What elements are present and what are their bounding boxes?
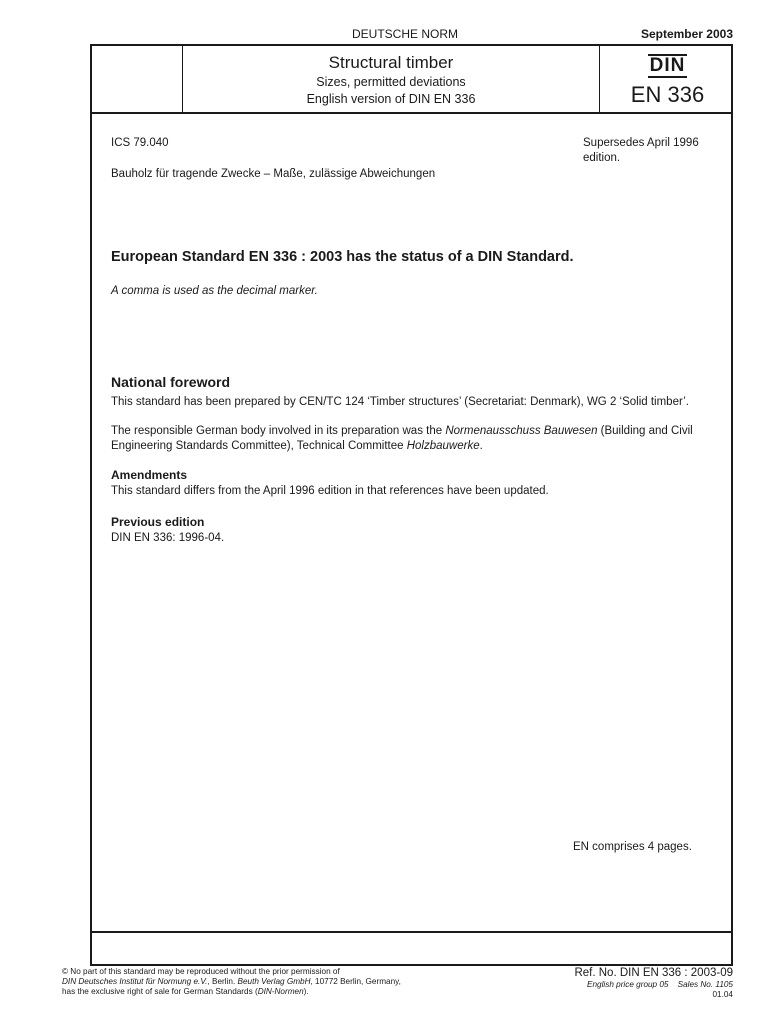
copyright-l3-start: has the exclusive right of sale for German Standards (: [62, 987, 258, 996]
copyright-l2-end: , 10772 Berlin, Germany,: [310, 977, 401, 986]
din-logo: DIN: [649, 55, 686, 76]
document-frame: [90, 44, 733, 966]
ics-code: ICS 79.040: [111, 137, 169, 149]
document-subtitle: Sizes, permitted deviations: [316, 75, 466, 89]
norm-label: DEUTSCHE NORM: [352, 27, 459, 41]
foreword-p2-start: The responsible German body involved in its preparation was the: [111, 425, 446, 437]
header-divider-right: [599, 46, 600, 112]
english-version-note: English version of DIN EN 336: [306, 92, 476, 106]
footer-rule: [92, 931, 731, 933]
copyright-l2-mid: , Berlin.: [207, 977, 238, 986]
din-institute-name: DIN Deutsches Institut für Normung e.V.: [62, 977, 208, 986]
price-group: English price group 05: [587, 980, 669, 989]
print-code: 01.04: [712, 990, 733, 999]
beuth-verlag-name: Beuth Verlag GmbH: [237, 977, 311, 986]
header-bottom-rule: [92, 112, 731, 114]
pages-note: EN comprises 4 pages.: [573, 841, 692, 853]
foreword-p2-mid: (Building and Civil Engineering Standards Committee), Technical Committee: [111, 425, 693, 452]
sales-number: Sales No. 1105: [677, 980, 733, 989]
header-divider-left: [182, 46, 183, 112]
title-block: [184, 52, 598, 108]
german-title: Bauholz für tragende Zwecke – Maße, zulässige Abweichungen: [111, 168, 436, 180]
price-sales-line: [574, 980, 733, 990]
din-designation: [602, 54, 733, 110]
foreword-paragraph-1: This standard has been prepared by CEN/TC 124 ‘Timber structures’ (Secretariat: Denmark), WG 2 ‘Solid timber’.: [111, 396, 689, 408]
foreword-heading: National foreword: [111, 374, 231, 390]
amendments-heading: Amendments: [111, 468, 188, 482]
decimal-marker-note: A comma is used as the decimal marker.: [111, 285, 318, 297]
din-normen: DIN-Normen: [257, 987, 304, 996]
committee-name: Normenausschuss Bauwesen: [445, 425, 598, 437]
previous-edition-heading: Previous edition: [111, 515, 205, 529]
technical-committee-name: Holzbauwerke: [406, 440, 480, 452]
publication-date: September 2003: [640, 27, 733, 41]
supersedes-line-1: Supersedes April 1996: [583, 137, 699, 149]
copyright-line-3: [62, 987, 472, 997]
foreword-paragraph-2: [111, 424, 721, 454]
footer-reference: [574, 966, 733, 1000]
document-title: Structural timber: [328, 53, 454, 72]
status-heading: European Standard EN 336 : 2003 has the status of a DIN Standard.: [111, 249, 574, 265]
copyright-line-2: [62, 977, 472, 987]
foreword-p2-end: .: [479, 440, 483, 452]
copyright-notice: [62, 967, 472, 997]
previous-edition-text: DIN EN 336: 1996-04.: [111, 532, 225, 544]
standard-number: EN 336: [630, 82, 705, 107]
copyright-l3-end: ).: [303, 987, 309, 996]
supersedes-line-2: edition.: [583, 152, 621, 164]
supersedes-note: [583, 136, 699, 166]
copyright-line-1: © No part of this standard may be reproduced without the prior permission of: [62, 967, 340, 976]
amendments-text: This standard differs from the April 1996 edition in that references have been updated.: [111, 485, 549, 497]
reference-number: Ref. No. DIN EN 336 : 2003-09: [574, 967, 733, 979]
